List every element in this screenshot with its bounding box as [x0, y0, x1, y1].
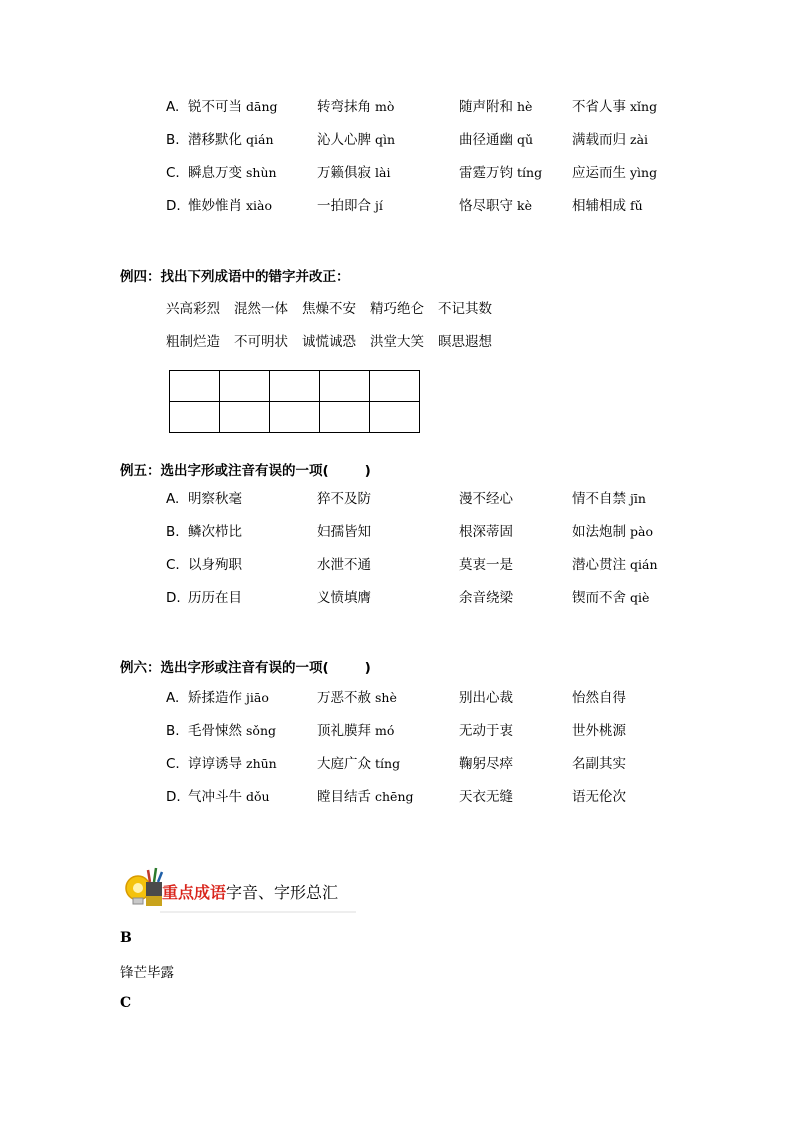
q6-row-b-option-4: 世外桃源 [572, 723, 626, 739]
q6-row-c-option-1: 谆谆诱导 zhūn [188, 756, 277, 772]
answer-cell[interactable] [220, 371, 270, 402]
answer-cell[interactable] [270, 371, 320, 402]
answer-cell[interactable] [320, 402, 370, 433]
q6-row-c-letter: C. [166, 756, 180, 772]
q6-row-a-option-1: 矫揉造作 jiāo [188, 690, 269, 706]
q3-row-b-option-4: 满载而归 zài [572, 132, 649, 148]
q4-heading: 例四：找出下列成语中的错字并改正： [120, 269, 350, 285]
q5-row-d-option-1: 历历在目 [188, 590, 242, 606]
q5-row-a-option-2: 猝不及防 [317, 491, 371, 507]
q4-idioms-line-1 [166, 297, 506, 317]
q4-idiom: 洪堂大笑 [370, 334, 424, 350]
q4-idiom: 焦燥不安 [302, 301, 356, 317]
q6-row-d-option-3: 天衣无缝 [459, 789, 513, 805]
q3-row-c-option-3: 雷霆万钧 tíng [459, 165, 543, 181]
q3-row-d-option-2: 一拍即合 jí [317, 198, 383, 214]
q5-row-c-option-3: 莫衷一是 [459, 557, 513, 573]
q4-idiom: 粗制烂造 [166, 334, 220, 350]
q3-row-a-option-2: 转弯抹角 mò [317, 99, 395, 115]
q6-row-a-letter: A. [166, 690, 180, 706]
q5-row-d-option-2: 义愤填膺 [317, 590, 371, 606]
q4-idiom: 不记其数 [438, 301, 492, 317]
q5-row-b-option-4: 如法炮制 pào [572, 524, 653, 540]
answer-cell[interactable] [170, 402, 220, 433]
answer-cell[interactable] [370, 402, 420, 433]
answer-grid[interactable] [169, 370, 420, 433]
answer-cell[interactable] [370, 371, 420, 402]
answer-cell[interactable] [170, 371, 220, 402]
q4-idioms-line-2 [166, 330, 506, 350]
q3-row-b-option-3: 曲径通幽 qǔ [459, 132, 534, 148]
q6-row-d-option-4: 语无伦次 [572, 789, 626, 805]
q3-row-a-letter: A. [166, 99, 180, 115]
q6-row-c-option-4: 名副其实 [572, 756, 626, 772]
q5-row-d-option-3: 余音绕梁 [459, 590, 513, 606]
q4-idiom: 混然一体 [234, 301, 288, 317]
q3-row-d-option-1: 惟妙惟肖 xiào [188, 198, 273, 214]
q3-row-c-letter: C. [166, 165, 180, 181]
q3-row-a-option-4: 不省人事 xǐng [572, 99, 658, 115]
q3-row-b-letter: B. [166, 132, 180, 148]
q6-row-b-letter: B. [166, 723, 180, 739]
q6-row-c-option-3: 鞠躬尽瘁 [459, 756, 513, 772]
q5-row-a-letter: A. [166, 491, 180, 507]
q4-idiom: 诚慌诚恐 [302, 334, 356, 350]
q5-row-b-option-1: 鳞次栉比 [188, 524, 242, 540]
index-letter-b: B [120, 930, 132, 946]
q6-row-b-option-2: 顶礼膜拜 mó [317, 723, 395, 739]
q5-row-a-option-1: 明察秋毫 [188, 491, 242, 507]
q5-row-a-option-4: 情不自禁 jīn [572, 491, 646, 507]
q4-idiom: 兴高彩烈 [166, 301, 220, 317]
q3-row-c-option-4: 应运而生 yìng [572, 165, 658, 181]
q3-row-d-option-3: 恪尽职守 kè [459, 198, 532, 214]
index-letter-c: C [120, 995, 132, 1011]
q6-row-d-option-2: 瞠目结舌 chēng [317, 789, 414, 805]
idiom-entry: 锋芒毕露 [120, 965, 174, 981]
q4-idiom: 不可明状 [234, 334, 288, 350]
q3-row-d-option-4: 相辅相成 fǔ [572, 198, 643, 214]
q3-row-b-option-1: 潜移默化 qián [188, 132, 274, 148]
q6-row-d-option-1: 气冲斗牛 dǒu [188, 789, 270, 805]
q5-heading: 例五：选出字形或注音有误的一项( ) [120, 463, 371, 479]
q3-row-c-option-2: 万籁俱寂 lài [317, 165, 391, 181]
q3-row-a-option-1: 锐不可当 dāng [188, 99, 278, 115]
q5-row-b-option-2: 妇孺皆知 [317, 524, 371, 540]
q6-row-d-letter: D. [166, 789, 181, 805]
q5-row-d-option-4: 锲而不舍 qiè [572, 590, 650, 606]
q5-row-d-letter: D. [166, 590, 181, 606]
q5-row-c-option-4: 潜心贯注 qián [572, 557, 658, 573]
q5-row-a-option-3: 漫不经心 [459, 491, 513, 507]
q3-row-d-letter: D. [166, 198, 181, 214]
answer-cell[interactable] [320, 371, 370, 402]
q5-row-c-option-1: 以身殉职 [188, 557, 242, 573]
q4-idiom: 精巧绝仑 [370, 301, 424, 317]
q3-row-c-option-1: 瞬息万变 shùn [188, 165, 277, 181]
q5-row-c-letter: C. [166, 557, 180, 573]
q5-row-c-option-2: 水泄不通 [317, 557, 371, 573]
q6-heading: 例六：选出字形或注音有误的一项( ) [120, 660, 371, 676]
q6-row-a-option-2: 万恶不赦 shè [317, 690, 397, 706]
q6-row-c-option-2: 大庭广众 tíng [317, 756, 401, 772]
q4-idiom: 暝思遐想 [438, 334, 492, 350]
section-title: 重点成语字音、字形总汇 [162, 883, 339, 902]
q5-row-b-letter: B. [166, 524, 180, 540]
q6-row-a-option-4: 怡然自得 [572, 690, 626, 706]
q6-row-a-option-3: 别出心裁 [459, 690, 513, 706]
answer-cell[interactable] [270, 402, 320, 433]
q3-row-b-option-2: 沁人心脾 qìn [317, 132, 396, 148]
q3-row-a-option-3: 随声附和 hè [459, 99, 533, 115]
q6-row-b-option-1: 毛骨悚然 sǒng [188, 723, 276, 739]
q5-row-b-option-3: 根深蒂固 [459, 524, 513, 540]
q6-row-b-option-3: 无动于衷 [459, 723, 513, 739]
answer-cell[interactable] [220, 402, 270, 433]
